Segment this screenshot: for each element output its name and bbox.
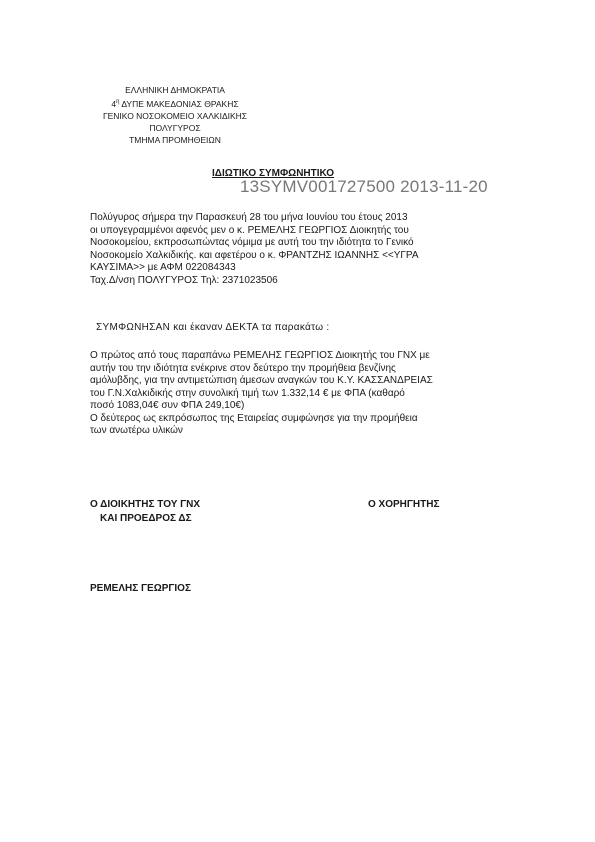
body-line: ποσό 1083,04€ συν ΦΠΑ 249,10€) [90, 400, 245, 411]
header-line-2-text: ΔΥΠΕ ΜΑΚΕΔΟΝΙΑΣ ΘΡΑΚΗΣ [121, 98, 239, 109]
body-line: των ανωτέρω υλικών [90, 425, 183, 436]
intro-line: οι υπογεγραμμένοι αφενός μεν ο κ. ΡΕΜΕΛΗΣ ΓΕΩΡΓΙΟΣ Διοικητής του [90, 224, 409, 236]
intro-line: Πολύγυρος σήμερα την Παρασκευή 28 του μήνα Ιουνίου του έτους 2013 [90, 212, 408, 223]
header-line-3: ΓΕΝΙΚΟ ΝΟΣΟΚΟΜΕΙΟ ΧΑΛΚΙΔΙΚΗΣ [102, 110, 248, 121]
header-line-2 [70, 96, 280, 110]
director-signature-title: Ο ΔΙΟΙΚΗΤΗΣ ΤΟΥ ΓΝΧ [90, 499, 201, 510]
body-line: του Γ.Ν.Χαλκιδικής στην συνολική τιμή των 1.332,14 € με ΦΠΑ (καθαρό [90, 387, 405, 399]
agreement-body [90, 350, 510, 438]
intro-line: ΚΑΥΣΙΜΑ>> με ΑΦΜ 022084343 [90, 262, 236, 273]
body-line: Ο πρώτος από τους παραπάνω ΡΕΜΕΛΗΣ ΓΕΩΡΓΙΟΣ Διοικητής του ΓΝΧ με [90, 350, 430, 361]
document-title: ΙΔΙΩΤΙΚΟ ΣΥΜΦΩΝΗΤΙΚΟ [212, 168, 335, 179]
header-line-5: ΤΜΗΜΑ ΠΡΟΜΗΘΕΙΩΝ [129, 134, 221, 145]
intro-line: Νοσοκομείο Χαλκιδικής. και αφετέρου ο κ. ΦΡΑΝΤΖΗΣ ΙΩΑΝΝΗΣ <<ΥΓΡΑ [90, 249, 419, 261]
intro-line: Νοσοκομείου, εκπροσωπώντας νόμιμα με αυτή του την ιδιότητα το Γενικό [90, 237, 414, 248]
intro-line: Ταχ.Δ/νση ΠΟΛΥΓΥΡΟΣ Τηλ: 2371023506 [90, 274, 278, 286]
agreement-heading: ΣΥΜΦΩΝΗΣΑΝ και έκαναν ΔΕΚΤΑ τα παρακάτω : [96, 322, 330, 333]
body-line: αυτήν του την ιδιότητα ενέκρινε στον δεύτερο την προμήθεια βενζίνης [90, 362, 396, 374]
header-ordinal-suffix: η [116, 99, 120, 105]
registry-stamp: 13SYMV001727500 2013-11-20 [240, 177, 488, 196]
header-ordinal-number: 4 [111, 98, 117, 109]
director-signature-role: ΚΑΙ ΠΡΟΕΔΡΟΣ ΔΣ [100, 513, 192, 524]
intro-paragraph [90, 212, 510, 287]
body-line: αμόλυβδης, για την αντιμετώπιση άμεσων αναγκών του Κ.Υ. ΚΑΣΣΑΝΔΡΕΙΑΣ [90, 375, 433, 386]
header-line-4: ΠΟΛΥΓΥΡΟΣ [149, 122, 201, 133]
body-line: Ο δεύτερος ως εκπρόσωπος της Εταιρείας συμφώνησε για την προμήθεια [90, 412, 418, 424]
issuer-header [70, 84, 280, 146]
header-line-1: ΕΛΛΗΝΙΚΗ ΔΗΜΟΚΡΑΤΙΑ [125, 85, 225, 95]
director-name: ΡΕΜΕΛΗΣ ΓΕΩΡΓΙΟΣ [90, 583, 191, 594]
supplier-signature-title: Ο ΧΟΡΗΓΗΤΗΣ [368, 499, 440, 510]
